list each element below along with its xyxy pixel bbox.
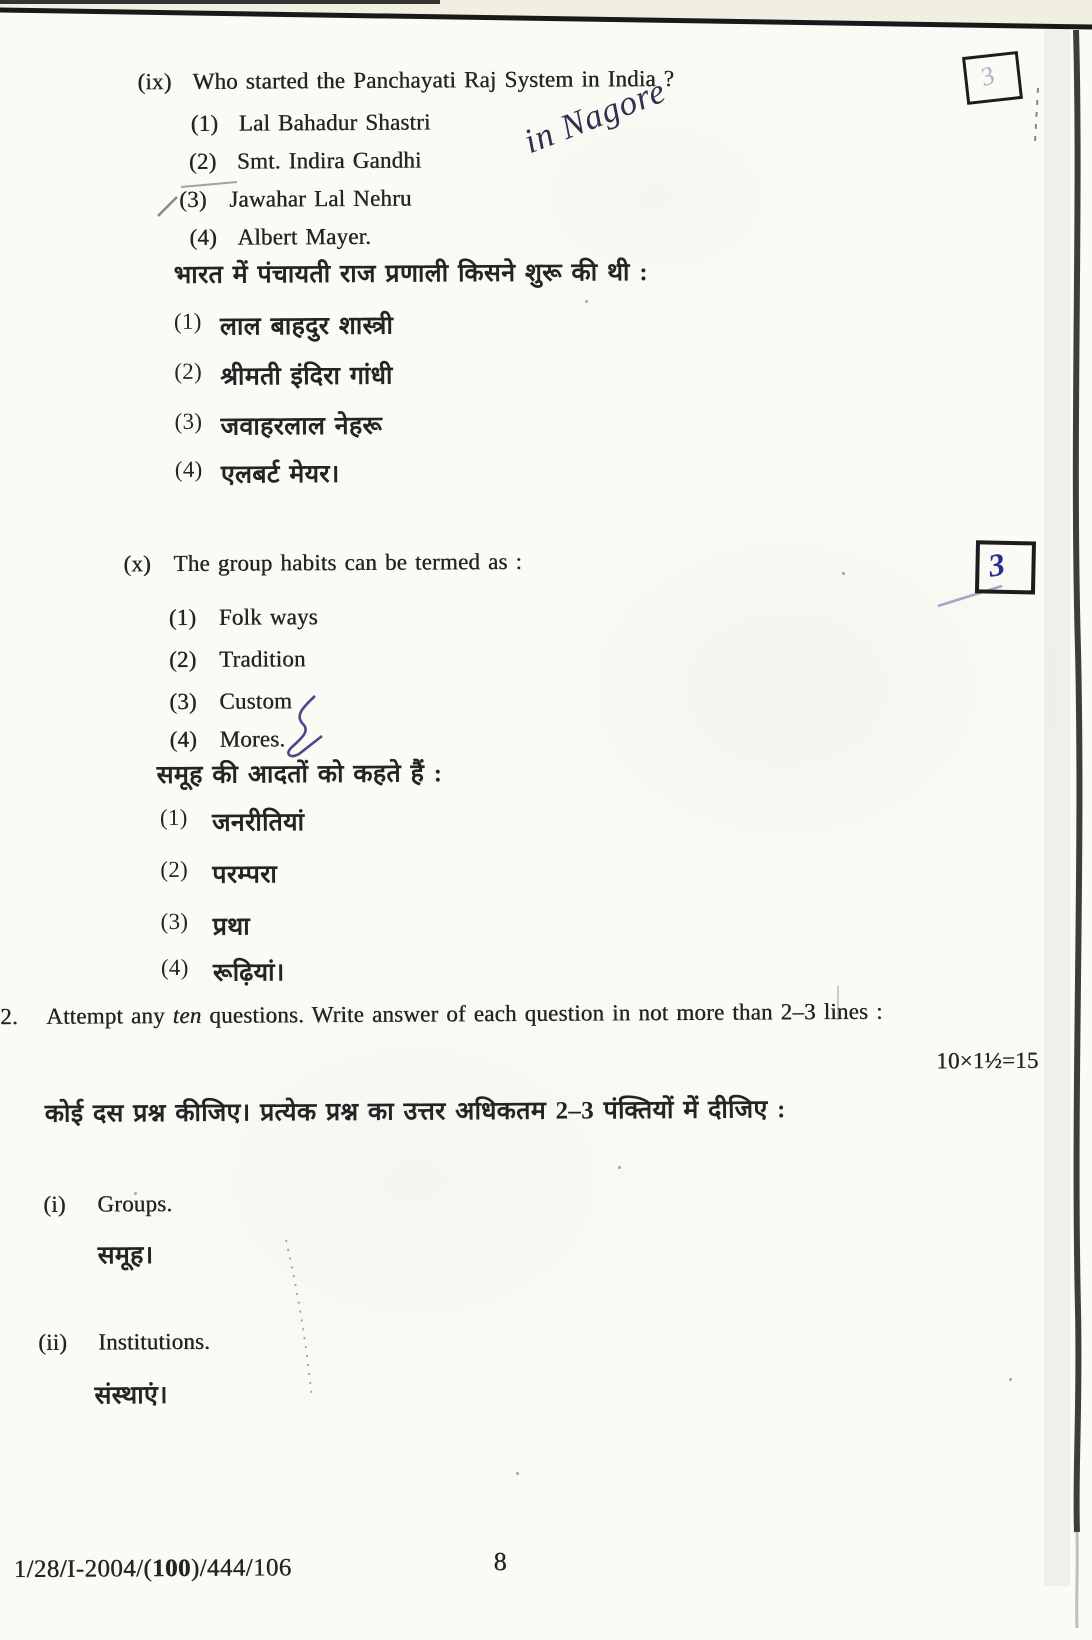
handwritten-note-nagore: in Nagore xyxy=(518,70,672,162)
item-label-en: Institutions. xyxy=(98,1328,211,1355)
page-right-edge-band-faint xyxy=(1077,1532,1078,1628)
marks-box-ix xyxy=(962,51,1023,105)
question-ix-option-hi-4 xyxy=(175,456,340,491)
question-ix-option-hi-2 xyxy=(174,358,393,393)
page-right-edge-band xyxy=(1076,30,1080,1532)
marks-box-x-handwritten-mark: 3 xyxy=(985,545,1008,584)
option-label: जवाहरलाल नेहरू xyxy=(220,412,383,441)
question-ix-option-hi-1 xyxy=(174,308,393,343)
question-x-option-hi-1 xyxy=(160,804,305,839)
option-label: रूढ़ियां। xyxy=(212,959,285,987)
option-number: (3) xyxy=(169,688,197,714)
option-number: (4) xyxy=(174,456,203,482)
question-ix-text-hi: भारत में पंचायती राज प्रणाली किसने शुरू की थी : xyxy=(173,259,649,289)
question-x-number: (x) xyxy=(123,551,151,577)
question-ix-number: (ix) xyxy=(137,68,172,95)
question-ix-option-en-4 xyxy=(189,224,371,251)
top-edge-shadow xyxy=(0,0,440,4)
option-label: Custom xyxy=(219,688,293,714)
option-number: (2) xyxy=(174,358,203,384)
right-edge-shading xyxy=(1044,26,1070,1586)
option-number: (4) xyxy=(189,224,217,250)
ink-speck xyxy=(516,1472,519,1475)
question-x-option-hi-2 xyxy=(160,856,277,891)
footer-code-bold: 100 xyxy=(152,1554,191,1583)
option-number: (3) xyxy=(179,186,207,212)
section2-instruction-hi: कोई दस प्रश्न कीजिए। प्रत्येक प्रश्न का उत्तर अधिकतम 2–3 पंक्तियों में दीजिए : xyxy=(44,1096,786,1128)
option-number: (1) xyxy=(173,308,202,334)
option-number: (3) xyxy=(174,408,203,434)
question-x-option-en-3 xyxy=(169,688,292,715)
ink-speck xyxy=(1009,1378,1012,1381)
section2-text-pre: Attempt any xyxy=(46,1002,173,1029)
question-x-text-hi: समूह की आदतों को कहते हैं : xyxy=(156,760,443,790)
question-x-option-en-2 xyxy=(169,646,306,673)
option-label: Tradition xyxy=(218,646,306,672)
section2-item-ii-hi: संस्थाएं। xyxy=(94,1382,169,1410)
item-number: (ii) xyxy=(38,1329,68,1355)
right-crease-dashes xyxy=(1035,88,1038,142)
section2-instruction-en xyxy=(0,999,883,1030)
question-x-option-hi-4 xyxy=(161,954,285,989)
option-label: परम्परा xyxy=(212,861,278,889)
question-ix-option-hi-3 xyxy=(175,408,383,443)
option-number: (1) xyxy=(159,804,188,831)
option-label: एलबर्ट मेयर। xyxy=(220,460,340,489)
option-label: Mores. xyxy=(219,726,286,752)
question-x-option-en-1 xyxy=(169,604,318,631)
option-label: श्रीमती इंदिरा गांधी xyxy=(220,362,393,391)
option-label: लाल बाहदुर शास्त्री xyxy=(219,312,394,341)
question-ix-heading xyxy=(137,66,674,95)
faint-pen-curve-groups xyxy=(286,1240,312,1398)
section2-text-post: questions. Write answer of each question in not more than 2–3 lines : xyxy=(201,998,883,1028)
option-label: Folk ways xyxy=(218,604,318,630)
item-number: (i) xyxy=(43,1191,66,1217)
section2-item-i xyxy=(43,1191,172,1218)
question-ix-option-en-2 xyxy=(189,147,422,174)
section2-number: 2. xyxy=(0,1003,18,1030)
option-label: जनरीतियां xyxy=(211,809,305,837)
marks-box-x xyxy=(975,540,1036,594)
question-x-heading xyxy=(123,549,522,577)
option-label: Albert Mayer. xyxy=(237,223,372,250)
section2-item-ii xyxy=(38,1329,210,1356)
marks-box-ix-handwritten-mark: 3 xyxy=(976,60,999,92)
question-ix-text-en: Who started the Panchayati Raj System in India ? xyxy=(192,65,675,94)
option-number: (2) xyxy=(168,646,197,672)
pencil-tick-option3 xyxy=(158,197,177,216)
section2-marks: 10×1½=15 xyxy=(936,1047,1039,1074)
section2-text-en xyxy=(46,999,883,1030)
footer-code-pre: 1/28/I-2004/( xyxy=(13,1555,153,1583)
option-number: (2) xyxy=(188,148,217,174)
ink-speck xyxy=(618,1166,621,1169)
question-ix-option-en-1 xyxy=(191,109,431,136)
section2-text-italic: ten xyxy=(172,1002,202,1028)
option-number: (1) xyxy=(168,604,197,630)
pen-squiggle-after-custom xyxy=(288,696,322,756)
option-label: प्रथा xyxy=(212,913,251,941)
option-label: Lal Bahadur Shastri xyxy=(238,109,431,136)
ink-speck xyxy=(842,572,845,575)
option-number: (4) xyxy=(160,954,189,981)
item-label-en: Groups. xyxy=(97,1190,173,1217)
question-x-text-en: The group habits can be termed as : xyxy=(173,548,523,576)
section2-item-i-hi: समूह। xyxy=(97,1242,154,1270)
question-x-option-en-4 xyxy=(169,726,285,753)
footer-page-number: 8 xyxy=(493,1546,507,1577)
question-x-option-hi-3 xyxy=(161,908,250,943)
option-number: (3) xyxy=(160,908,189,935)
option-label: Smt. Indira Gandhi xyxy=(236,147,422,174)
option-number: (2) xyxy=(160,856,189,883)
footer-paper-code xyxy=(14,1554,292,1584)
option-number: (4) xyxy=(169,726,198,752)
option-label: Jawahar Lal Nehru xyxy=(229,185,412,212)
ink-speck xyxy=(585,300,588,303)
question-ix-option-en-3 xyxy=(179,185,412,212)
footer-code-post: )/444/106 xyxy=(190,1554,292,1582)
option-number: (1) xyxy=(190,110,219,136)
